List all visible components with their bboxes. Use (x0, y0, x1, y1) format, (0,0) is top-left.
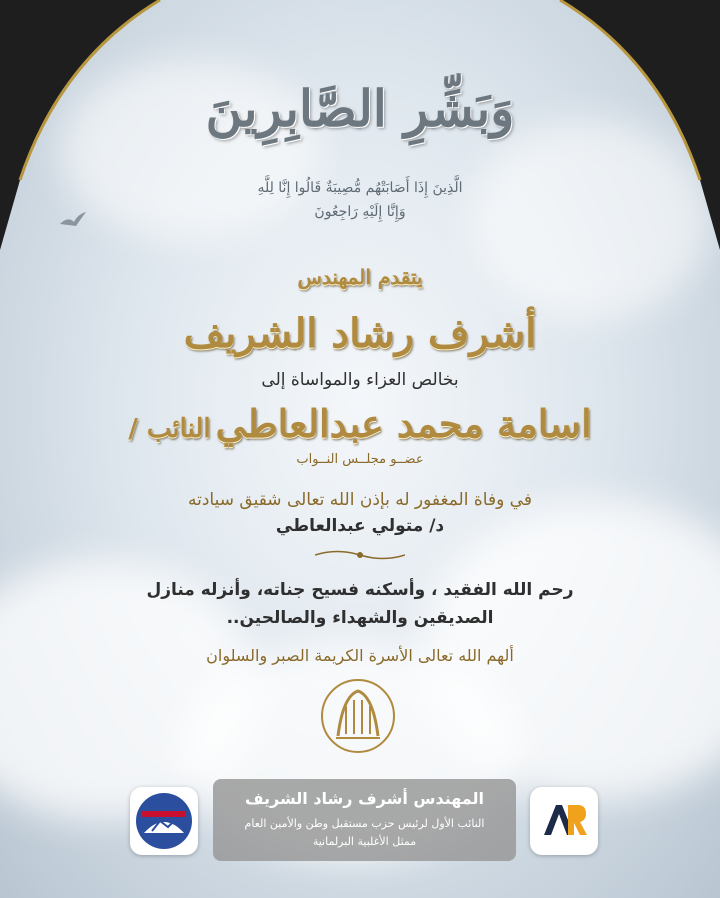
party-logo (130, 787, 198, 855)
condolence-intro: بخالص العزاء والمواساة إلى (261, 370, 459, 390)
occasion-line-1: في وفاة المغفور له بإذن الله تعالى شقيق سيادته (188, 490, 532, 510)
presents-label: يتقدم المهندس (297, 265, 423, 289)
footer-title-2: ممثل الأغلبية البرلمانية (312, 835, 417, 848)
prayer-line-3: ألهم الله تعالى الأسرة الكريمة الصبر والسلوان (206, 646, 514, 665)
footer-title-1: النائب الأول لرئيس حزب مستقبل وطن والأمين العام (244, 817, 485, 830)
footer-name: المهندس أشرف رشاد الشريف (244, 789, 485, 808)
ar-logo-icon (530, 787, 598, 855)
prayer-line-1: رحم الله الفقيد ، وأسكنه فسيح جناته، وأنزله منازل (146, 580, 574, 600)
sender-name: أشرف رشاد الشريف (183, 310, 537, 357)
verse-title: وَبَشِّرِ الصَّابِرِينَ (205, 79, 515, 138)
recipient-name: اسامة محمد عبدالعاطي (215, 401, 592, 446)
recipient-line (0, 396, 720, 452)
verse-line-2: وَإِنَّا إِلَيْهِ رَاجِعُونَ (314, 204, 406, 220)
occasion-line-2: د/ متولي عبدالعاطي (275, 516, 445, 536)
recipient-prefix: النائب / (128, 414, 211, 444)
prayer-line-2: الصديقين والشهداء والصالحين.. (226, 608, 494, 628)
ornament-divider (315, 548, 405, 562)
party-logo-icon (130, 787, 198, 855)
ar-logo (530, 787, 598, 855)
verse-line-1: الَّذِينَ إِذَا أَصَابَتْهُم مُّصِيبَةٌ قَالُوا إِنَّا لِلَّهِ (257, 180, 463, 196)
footer-card (213, 779, 516, 861)
calligraphy-emblem (318, 676, 398, 756)
recipient-role: عضــو مجلــس النــواب (296, 452, 424, 467)
